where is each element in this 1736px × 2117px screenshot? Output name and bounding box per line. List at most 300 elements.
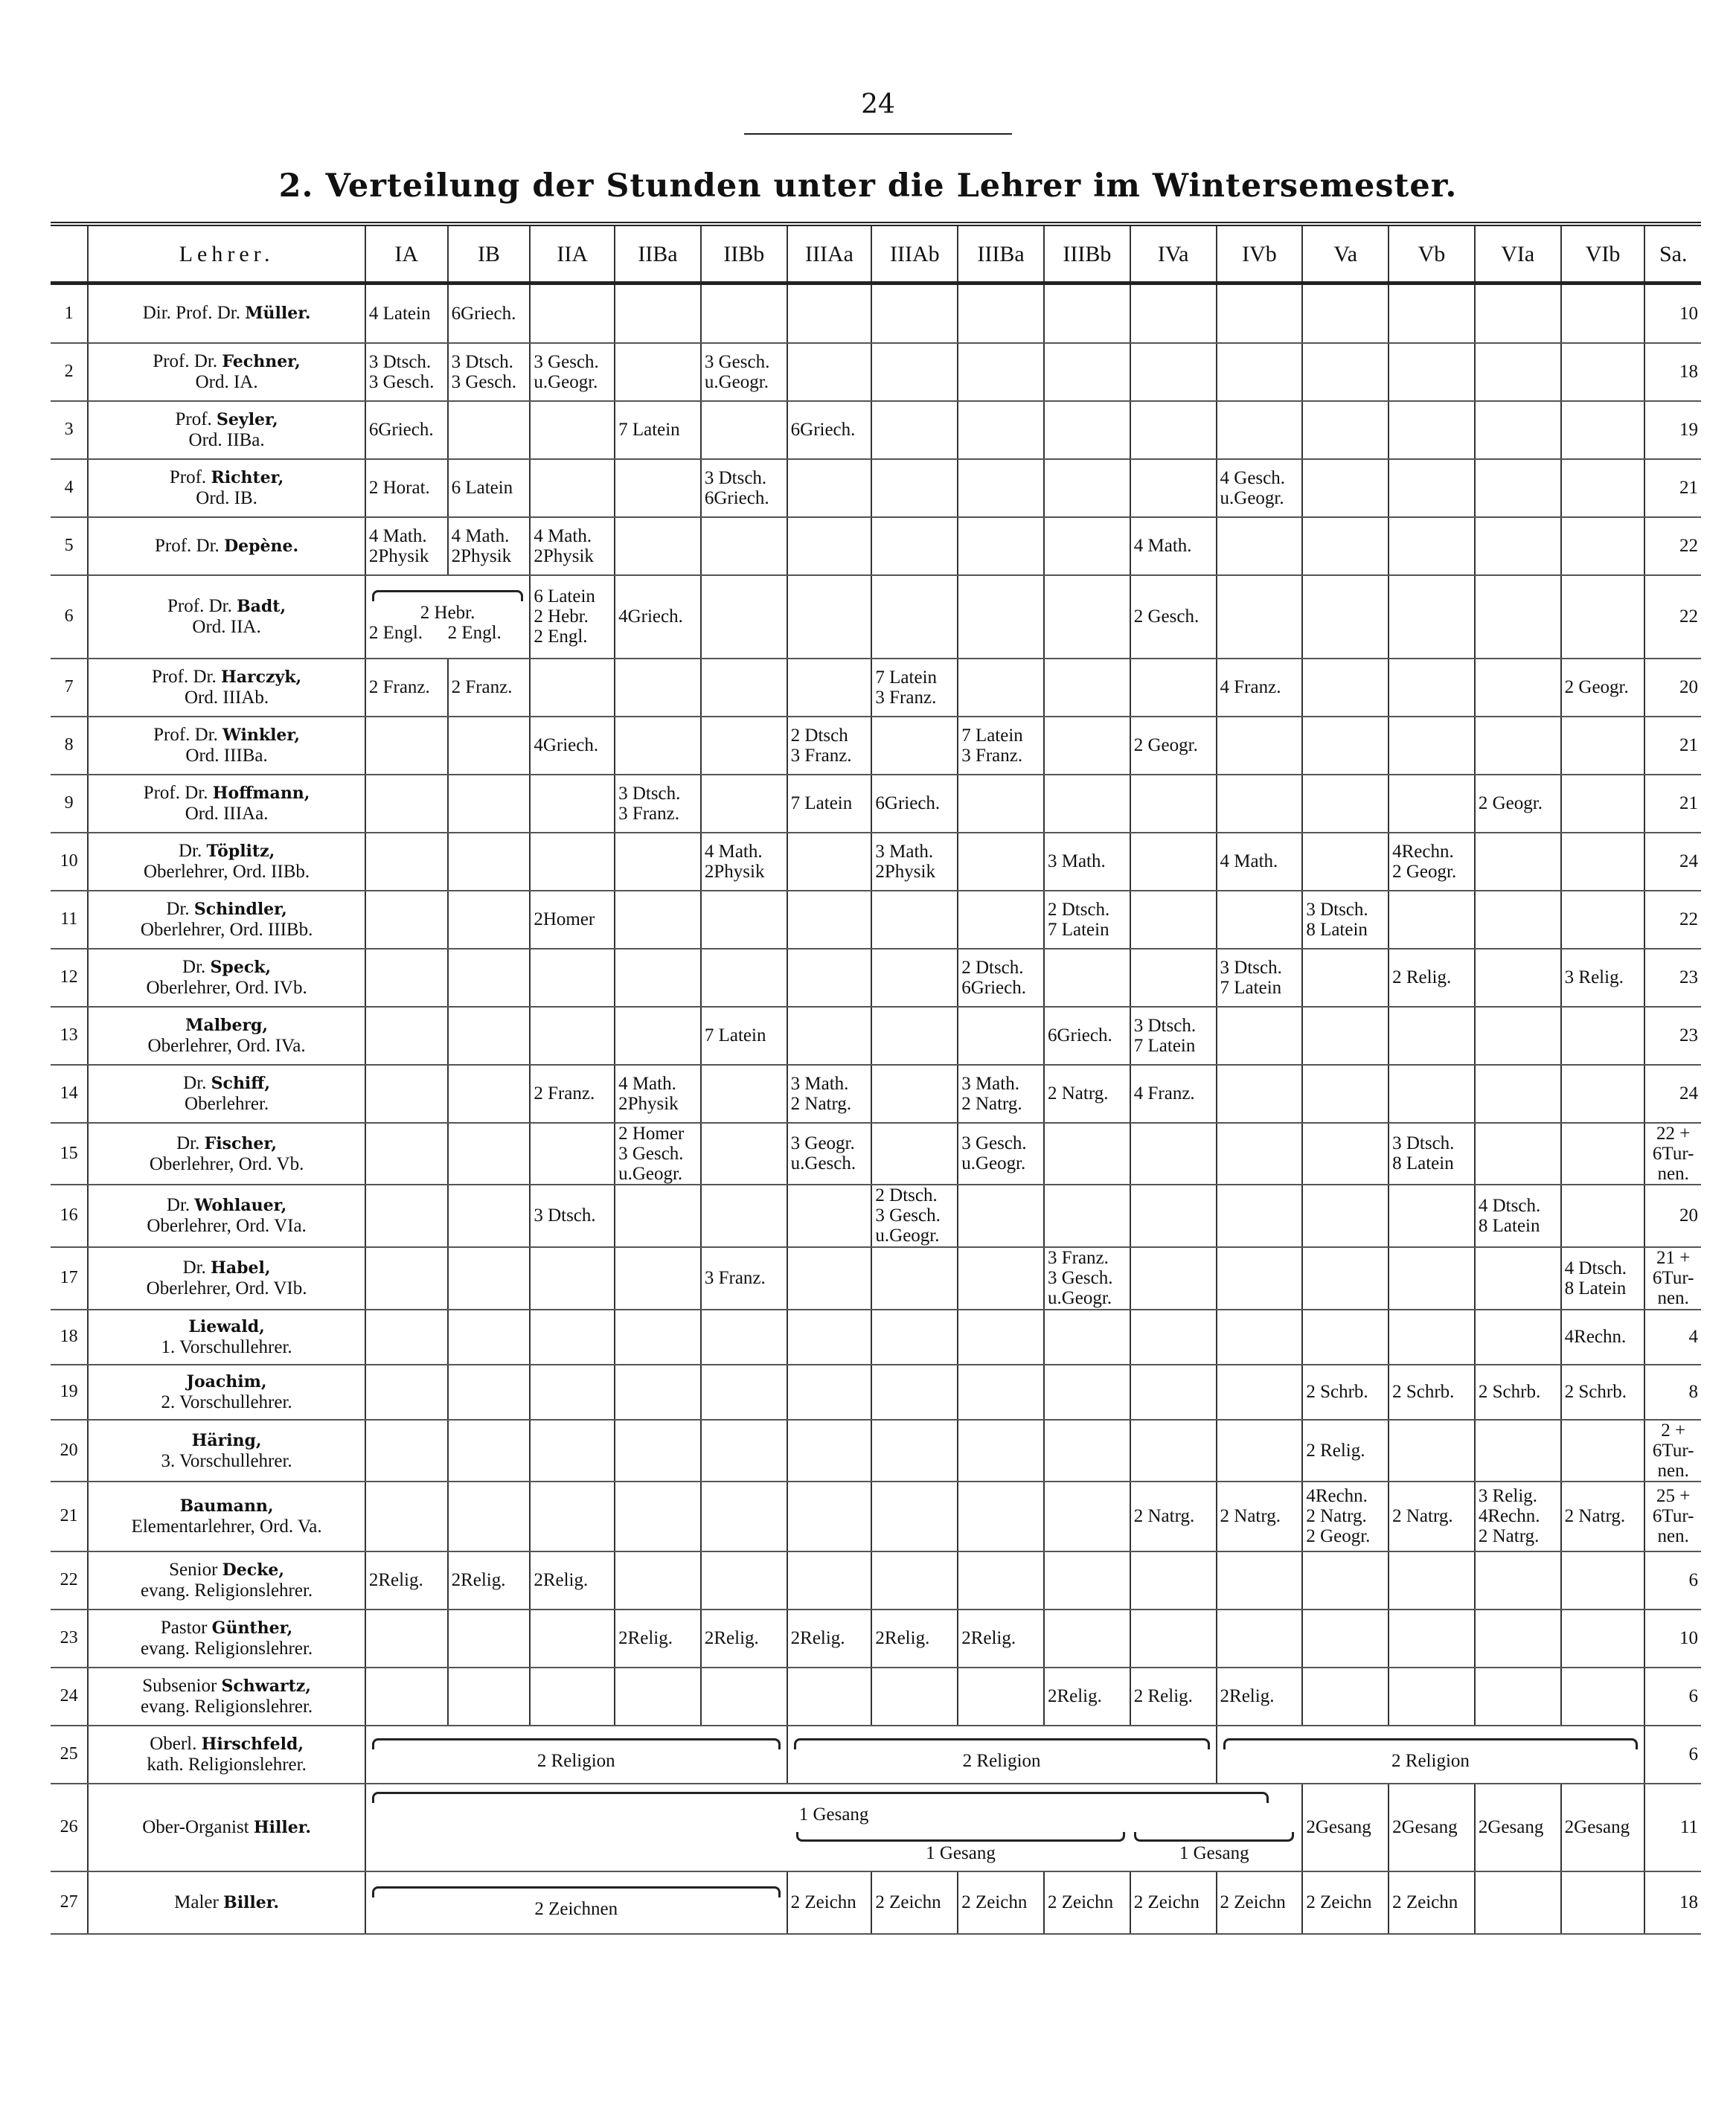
cell-text-line: 4 Math. xyxy=(368,525,427,546)
class-cell-iiiaa xyxy=(787,775,872,833)
class-cell-ia xyxy=(365,833,448,891)
cell-text-line: 6Griech. xyxy=(790,420,856,440)
table-row xyxy=(51,949,1701,1007)
teacher-name-line xyxy=(92,1015,362,1036)
class-cell-iia xyxy=(530,949,615,1007)
sum-cell xyxy=(1644,1420,1701,1482)
cell-text-line: 6 Latein xyxy=(451,478,513,498)
table-row xyxy=(51,1247,1701,1310)
class-cell-iia xyxy=(530,401,615,459)
class-cell-vib xyxy=(1561,401,1645,459)
cell-text-line: 2Relig. xyxy=(1220,1686,1275,1706)
brace-mark xyxy=(372,590,523,601)
class-cell-iiiba xyxy=(958,1668,1044,1726)
engl-right: 2 Engl. xyxy=(447,623,502,643)
class-cell-ivb xyxy=(1217,1185,1303,1247)
class-cell-iiiaa xyxy=(787,1123,872,1185)
class-cell-ib xyxy=(448,659,531,717)
class-cell-ia xyxy=(365,1551,448,1610)
class-cell-vb xyxy=(1389,833,1475,891)
class-cell-iiba xyxy=(615,1185,701,1247)
class-cell-iiba xyxy=(615,284,701,343)
class-cell-ivb xyxy=(1217,775,1303,833)
table-row xyxy=(51,284,1701,343)
class-cell-iiibb xyxy=(1044,1310,1130,1365)
table-row xyxy=(51,1420,1701,1482)
teacher-cell xyxy=(88,1420,365,1482)
header-class-iiiab: IIIAb xyxy=(871,226,958,284)
table-row xyxy=(51,1668,1701,1726)
class-cell-iva xyxy=(1130,833,1217,891)
class-cell-iia xyxy=(530,659,615,717)
class-cell-iibb xyxy=(701,1185,787,1247)
class-cell-vb xyxy=(1389,775,1475,833)
class-cell-vib xyxy=(1561,1610,1645,1668)
table-row xyxy=(51,517,1701,575)
class-cell-ivb xyxy=(1217,891,1303,949)
table-body xyxy=(51,284,1701,1934)
class-cell-ivb xyxy=(1217,1310,1303,1365)
class-cell-vib xyxy=(1561,1365,1645,1420)
class-cell-iiba xyxy=(615,1482,701,1551)
sum-cell: 24 xyxy=(1644,833,1701,891)
class-cell-iiiab xyxy=(871,1007,958,1065)
class-cell-via xyxy=(1475,1065,1561,1123)
class-cell-iiba xyxy=(615,401,701,459)
class-cell-ia xyxy=(365,1420,448,1482)
class-cell-ib xyxy=(448,1007,531,1065)
cell-text-line: 2Physik xyxy=(534,545,594,566)
class-cell-iiiab xyxy=(871,401,958,459)
class-cell-iiiaa xyxy=(787,1482,872,1551)
class-cell-vb xyxy=(1389,1123,1475,1185)
teacher-name-line xyxy=(92,1371,362,1392)
class-cell-iiibb xyxy=(1044,401,1130,459)
table-row xyxy=(51,1551,1701,1610)
class-cell-iva xyxy=(1130,891,1217,949)
teacher-name-prefix: Maler xyxy=(174,1892,224,1912)
teacher-name: Liewald, xyxy=(188,1317,265,1336)
teacher-name: Schwartz, xyxy=(221,1676,311,1696)
class-cell-vib xyxy=(1561,1123,1645,1185)
class-cell-iiiaa xyxy=(787,459,872,517)
teacher-name-line xyxy=(92,1734,362,1755)
teacher-name-line xyxy=(92,1195,362,1216)
class-cell-vib xyxy=(1561,775,1645,833)
cell-text-line: u.Geogr. xyxy=(1047,1288,1112,1308)
class-cell-iibb xyxy=(701,775,787,833)
class-cell-iiiaa xyxy=(787,1668,872,1726)
sum-cell: 23 xyxy=(1644,1007,1701,1065)
class-cell-ib xyxy=(448,343,531,401)
class-cell-iiibb xyxy=(1044,1551,1130,1610)
header-class-vib: VIb xyxy=(1561,226,1645,284)
teacher-cell xyxy=(88,775,365,833)
cell-text-line: 3 Gesch. xyxy=(451,371,517,392)
class-cell-via xyxy=(1475,1668,1561,1726)
row-number: 9 xyxy=(51,775,88,833)
cell-text-line: 3 Gesch. xyxy=(1047,1268,1113,1288)
class-cell-ia xyxy=(365,1365,448,1420)
class-cell-iiiab xyxy=(871,1065,958,1123)
brace-mark xyxy=(1223,1738,1639,1749)
cell-text-line: 4 Math. xyxy=(451,525,510,546)
teacher-role: evang. Religionslehrer. xyxy=(140,1580,313,1601)
class-cell-iiba xyxy=(615,1310,701,1365)
class-cell-iia xyxy=(530,775,615,833)
class-cell-vb xyxy=(1389,459,1475,517)
class-cell-iiibb xyxy=(1044,1482,1130,1551)
teacher-name-line xyxy=(92,467,362,488)
class-cell-ia xyxy=(365,659,448,717)
class-cell-iibb xyxy=(701,949,787,1007)
cell-text-line: 3 Gesch. xyxy=(704,351,770,372)
class-cell-iiiab xyxy=(871,1610,958,1668)
class-cell-iia xyxy=(530,1247,615,1310)
teacher-cell xyxy=(88,1185,365,1247)
teacher-cell xyxy=(88,1007,365,1065)
class-cell-via xyxy=(1475,1420,1561,1482)
table-row xyxy=(51,659,1701,717)
cell-text-line: 7 Latein xyxy=(618,420,680,440)
class-cell-iiiaa xyxy=(787,1310,872,1365)
teacher-name: Fechner, xyxy=(222,352,301,371)
class-cell-iiiba xyxy=(958,949,1044,1007)
teacher-role: Oberlehrer. xyxy=(185,1094,269,1114)
class-cell-iva xyxy=(1130,1420,1217,1482)
class-cell-iiiba xyxy=(958,1551,1044,1610)
teacher-name-line xyxy=(92,1892,362,1913)
zeichnen-label: 2 Zeichnen xyxy=(534,1898,618,1919)
cell-text-line: 6 Latein xyxy=(534,586,595,606)
class-cell-iia xyxy=(530,833,615,891)
class-cell-va xyxy=(1302,1365,1389,1420)
class-cell-iva xyxy=(1130,1310,1217,1365)
cell-text-line: 3 Dtsch. xyxy=(1306,899,1368,920)
teacher-role: Oberlehrer, Ord. VIa. xyxy=(147,1216,307,1236)
teacher-role: Oberlehrer, Ord. IIIBb. xyxy=(140,920,313,940)
religion-span-cell xyxy=(1217,1726,1645,1784)
cell-text-line: 7 Latein xyxy=(1133,1035,1196,1056)
class-cell-ib xyxy=(448,459,531,517)
cell-text-line: 3 Relig. xyxy=(1478,1486,1538,1506)
cell-text-line: 4 Dtsch. xyxy=(1564,1258,1627,1278)
class-cell-vib xyxy=(1561,1551,1645,1610)
class-cell-iiiba xyxy=(958,1482,1044,1551)
class-cell-va xyxy=(1302,1185,1389,1247)
class-cell-ivb xyxy=(1217,833,1303,891)
class-cell-va xyxy=(1302,1247,1389,1310)
class-cell-via xyxy=(1475,1007,1561,1065)
class-cell-iia xyxy=(530,1310,615,1365)
class-cell-va xyxy=(1302,949,1389,1007)
sum-cell: 23 xyxy=(1644,949,1701,1007)
class-cell-iibb xyxy=(701,1365,787,1420)
class-cell-va xyxy=(1302,459,1389,517)
class-cell-va xyxy=(1302,891,1389,949)
cell-text-line: 2 Geogr. xyxy=(1392,861,1457,882)
cell-text-line: 4 Gesch. xyxy=(1220,467,1286,488)
class-cell-iiba xyxy=(615,833,701,891)
class-cell-vb xyxy=(1389,1185,1475,1247)
class-cell-iva xyxy=(1130,284,1217,343)
cell-text-line: 3 Dtsch. xyxy=(451,351,513,372)
cell-text-line: 3 Franz. xyxy=(704,1268,766,1288)
class-cell-vb xyxy=(1389,284,1475,343)
class-cell-iiiaa xyxy=(787,1551,872,1610)
class-cell-iiiba xyxy=(958,1247,1044,1310)
class-cell-ia xyxy=(365,1247,448,1310)
class-cell-vb xyxy=(1389,1247,1475,1310)
class-cell-iva xyxy=(1130,1551,1217,1610)
teacher-role: Oberlehrer, Ord. VIb. xyxy=(146,1278,307,1298)
page-title: 2. Verteilung der Stunden unter die Lehrer im Wintersemester. xyxy=(278,167,1458,205)
zeichnen-cell: 2 Zeichn xyxy=(1389,1871,1475,1934)
class-cell-ivb xyxy=(1217,459,1303,517)
class-cell-via xyxy=(1475,717,1561,775)
class-cell-iiba xyxy=(615,1247,701,1310)
class-cell-iiba xyxy=(615,891,701,949)
class-cell-iiiba xyxy=(958,833,1044,891)
cell-text-line: 2Relig. xyxy=(704,1628,759,1648)
cell-text-line: 4Griech. xyxy=(618,606,683,627)
cell-text-line: u.Geogr. xyxy=(1220,487,1284,508)
class-cell-iiibb xyxy=(1044,659,1130,717)
class-cell-iiiab xyxy=(871,1668,958,1726)
class-cell-vib xyxy=(1561,459,1645,517)
class-cell-ib xyxy=(448,1123,531,1185)
row-number: 1 xyxy=(51,284,88,343)
class-cell-iiibb xyxy=(1044,1668,1130,1726)
teacher-name-line xyxy=(92,303,362,324)
cell-text-line: 3 Gesch. xyxy=(618,1143,684,1164)
religion-label: 2 Religion xyxy=(962,1750,1041,1771)
teacher-name: Baumann, xyxy=(179,1496,274,1516)
class-cell-iiiaa xyxy=(787,284,872,343)
class-cell-ia xyxy=(365,343,448,401)
religion-span-cell xyxy=(787,1726,1217,1784)
teacher-name: Wohlauer, xyxy=(194,1196,287,1215)
class-cell-iibb xyxy=(701,284,787,343)
table-row xyxy=(51,401,1701,459)
class-cell-ia xyxy=(365,891,448,949)
cell-text-line: 2 Schrb. xyxy=(1564,1382,1627,1402)
row-number: 23 xyxy=(51,1610,88,1668)
cell-text-line: 7 Latein xyxy=(790,793,853,813)
class-cell-ivb xyxy=(1217,949,1303,1007)
class-cell-vb xyxy=(1389,1365,1475,1420)
brace-mark xyxy=(794,1738,1210,1749)
class-cell-vb xyxy=(1389,1482,1475,1551)
class-cell-iiiab xyxy=(871,1310,958,1365)
cell-text-line: 2 Natrg. xyxy=(1564,1506,1626,1526)
class-cell-iiiab xyxy=(871,517,958,575)
teacher-cell xyxy=(88,1551,365,1610)
teacher-name-prefix: Dir. Prof. Dr. xyxy=(142,303,246,324)
table-row xyxy=(51,1726,1701,1784)
teacher-role: evang. Religionslehrer. xyxy=(140,1697,313,1717)
row-number: 26 xyxy=(51,1784,88,1871)
teacher-name: Müller. xyxy=(245,304,311,324)
header-class-iiba: IIBa xyxy=(615,226,701,284)
gesang-spacer xyxy=(369,1832,792,1863)
teacher-name: Seyler, xyxy=(217,410,278,429)
cell-text-line: 2Homer xyxy=(534,909,595,929)
teacher-name-line xyxy=(92,1430,362,1451)
class-cell-iiba xyxy=(615,575,701,659)
sum-cell: 21 xyxy=(1644,775,1701,833)
class-cell-iiiaa xyxy=(787,1610,872,1668)
class-cell-vib xyxy=(1561,343,1645,401)
class-cell-ia xyxy=(365,1482,448,1551)
teacher-name-prefix: Dr. xyxy=(166,899,194,919)
header-class-va: Va xyxy=(1302,226,1389,284)
teacher-cell xyxy=(88,575,365,659)
cell-text-line: 2Relig. xyxy=(875,1628,930,1648)
class-cell-vib xyxy=(1561,1185,1645,1247)
class-cell-via xyxy=(1475,1365,1561,1420)
class-cell-via xyxy=(1475,1482,1561,1551)
zeichnen-cell: 2 Zeichn xyxy=(1302,1871,1389,1934)
class-cell-vb xyxy=(1389,575,1475,659)
teacher-cell xyxy=(88,717,365,775)
cell-text-line: 3 Dtsch. xyxy=(1133,1015,1197,1036)
row-number: 6 xyxy=(51,575,88,659)
class-cell-iibb xyxy=(701,1610,787,1668)
cell-text-line: 2Relig. xyxy=(790,1628,845,1648)
teacher-name: Habel, xyxy=(211,1258,271,1278)
class-cell-ib xyxy=(448,1482,531,1551)
sum-text-line: 6Tur- xyxy=(1652,1506,1694,1526)
schedule-table xyxy=(51,226,1701,1935)
teacher-name-prefix: Ober-Organist xyxy=(142,1816,254,1837)
cell-text-line: 4 Math. xyxy=(618,1073,676,1094)
sum-cell: 20 xyxy=(1644,659,1701,717)
teacher-name-prefix: Prof. Dr. xyxy=(153,351,222,371)
teacher-cell xyxy=(88,284,365,343)
cell-text-line: 2 Relig. xyxy=(1133,1686,1193,1706)
class-cell-iiiab xyxy=(871,949,958,1007)
sum-text-line: nen. xyxy=(1657,1288,1689,1308)
header-class-ib: IB xyxy=(448,226,531,284)
sum-cell: 8 xyxy=(1644,1365,1701,1420)
teacher-cell xyxy=(88,1065,365,1123)
class-cell-va xyxy=(1302,1610,1389,1668)
class-cell-iibb xyxy=(701,1420,787,1482)
class-cell-iiibb xyxy=(1044,343,1130,401)
teacher-role: Oberlehrer, Ord. Vb. xyxy=(149,1153,304,1174)
teacher-name: Richter, xyxy=(211,468,284,487)
teacher-name-line xyxy=(92,957,362,978)
class-cell-iva xyxy=(1130,1482,1217,1551)
class-cell-vib xyxy=(1561,575,1645,659)
cell-text-line: 6Griech. xyxy=(451,303,516,324)
class-cell-iiiba xyxy=(958,1365,1044,1420)
teacher-name: Decke, xyxy=(222,1560,285,1580)
class-cell-iiibb xyxy=(1044,717,1130,775)
teacher-role: Ord. IA. xyxy=(195,372,258,392)
teacher-role: 1. Vorschullehrer. xyxy=(161,1337,292,1357)
row-number: 4 xyxy=(51,459,88,517)
row-number: 11 xyxy=(51,891,88,949)
cell-text-line: 2 Franz. xyxy=(534,1083,595,1104)
sum-cell: 22 xyxy=(1644,891,1701,949)
sum-cell: 11 xyxy=(1644,1784,1701,1871)
class-cell-via xyxy=(1475,833,1561,891)
class-cell-iiiaa xyxy=(787,1007,872,1065)
class-cell-iiiab xyxy=(871,459,958,517)
header-class-via: VIa xyxy=(1475,226,1561,284)
class-cell-iiiba xyxy=(958,284,1044,343)
class-cell-ib xyxy=(448,1420,531,1482)
class-cell-iiibb xyxy=(1044,891,1130,949)
class-cell-iva xyxy=(1130,401,1217,459)
row-number: 3 xyxy=(51,401,88,459)
header-class-vb: Vb xyxy=(1389,226,1475,284)
class-cell-vb xyxy=(1389,517,1475,575)
teacher-name: Hiller. xyxy=(253,1817,311,1837)
class-cell-ib xyxy=(448,1668,531,1726)
class-cell-ia xyxy=(365,1310,448,1365)
class-cell-iva xyxy=(1130,1185,1217,1247)
table-row xyxy=(51,1065,1701,1123)
table-row xyxy=(51,775,1701,833)
teacher-name-line xyxy=(92,1618,362,1639)
class-cell-ivb xyxy=(1217,343,1303,401)
class-cell-iiiba xyxy=(958,1610,1044,1668)
hebr-label: 2 Hebr. xyxy=(420,603,475,623)
teacher-role: Ord. IIIAb. xyxy=(185,688,269,708)
class-cell-iiba xyxy=(615,717,701,775)
class-cell-iva xyxy=(1130,1668,1217,1726)
class-cell-va xyxy=(1302,833,1389,891)
class-cell-iibb xyxy=(701,1123,787,1185)
sum-cell: 6 xyxy=(1644,1726,1701,1784)
cell-text-line: 2 Geogr. xyxy=(1306,1526,1371,1546)
teacher-name: Harczyk, xyxy=(221,667,302,687)
class-cell-iibb xyxy=(701,1007,787,1065)
teacher-name-line xyxy=(92,1496,362,1517)
teacher-cell xyxy=(88,1668,365,1726)
cell-text-line: 2 Natrg. xyxy=(1306,1506,1367,1526)
row-number: 17 xyxy=(51,1247,88,1310)
teacher-name: Fischer, xyxy=(204,1133,278,1153)
class-cell-iiiba xyxy=(958,1065,1044,1123)
class-cell-iiiaa xyxy=(787,343,872,401)
class-cell-via xyxy=(1475,1610,1561,1668)
class-cell-ib xyxy=(448,1065,531,1123)
class-cell-vib xyxy=(1561,949,1645,1007)
class-cell-iiiaa xyxy=(787,575,872,659)
class-cell-via xyxy=(1475,1123,1561,1185)
zeichnen-cell: 2 Zeichn xyxy=(1130,1871,1217,1934)
class-cell-va xyxy=(1302,1123,1389,1185)
cell-text-line: 2 Dtsch. xyxy=(875,1185,938,1205)
cell-text-line: 8 Latein xyxy=(1306,919,1368,940)
sum-cell xyxy=(1644,1247,1701,1310)
class-cell-iiiba xyxy=(958,775,1044,833)
class-cell-iva xyxy=(1130,343,1217,401)
class-cell-ib xyxy=(448,949,531,1007)
class-cell-iiiaa xyxy=(787,517,872,575)
header-class-iibb: IIBb xyxy=(701,226,787,284)
class-cell-ia xyxy=(365,459,448,517)
class-cell-iva xyxy=(1130,1247,1217,1310)
cell-text-line: 2Relig. xyxy=(618,1628,673,1648)
class-cell-vb xyxy=(1389,1310,1475,1365)
class-cell-va xyxy=(1302,775,1389,833)
engl-left: 2 Engl. xyxy=(368,623,423,643)
